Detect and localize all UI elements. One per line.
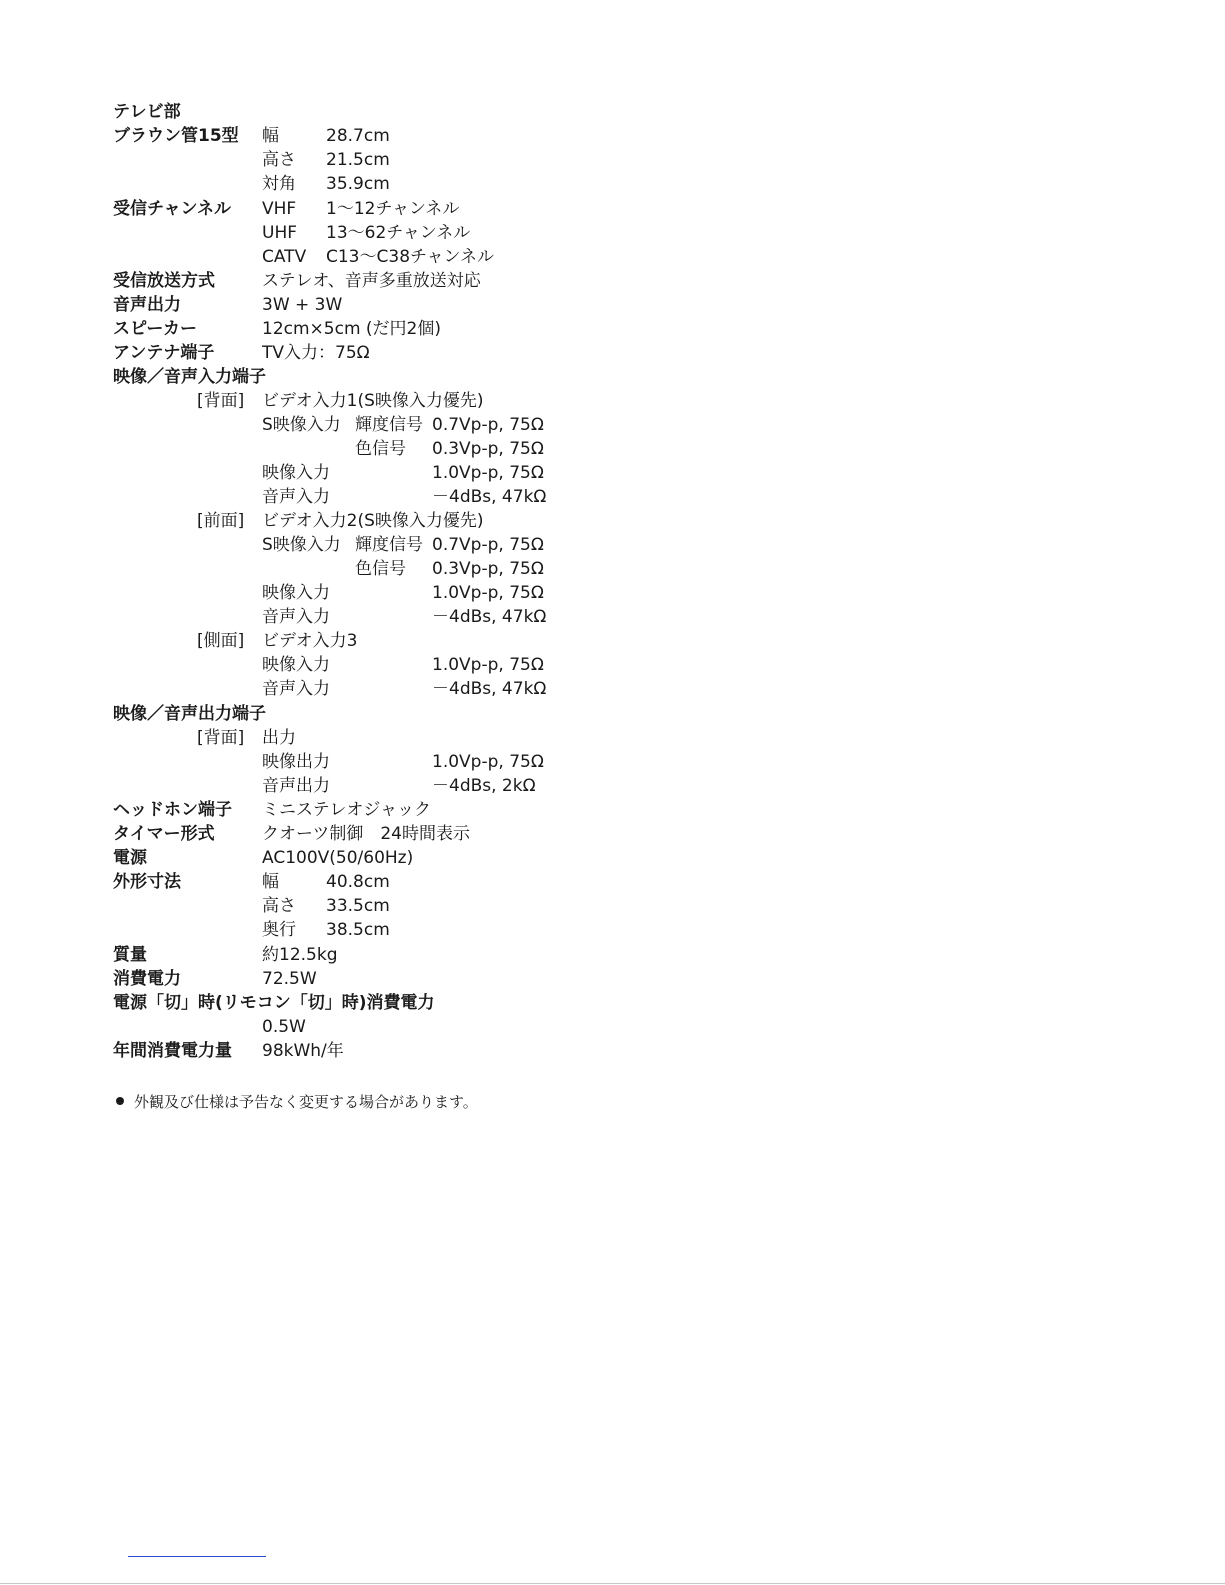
av-input-side-audio-value: －4dBs, 47kΩ bbox=[432, 679, 547, 699]
av-input-front-chroma-label: 色信号 bbox=[355, 559, 406, 579]
av-output-position: [背面] bbox=[197, 728, 245, 748]
spec-label-speaker: スピーカー bbox=[113, 319, 197, 339]
dims-depth-label: 奥行 bbox=[262, 920, 296, 940]
spec-label-av-output: 映像／音声出力端子 bbox=[113, 704, 266, 724]
av-input-side-position: [側面] bbox=[197, 631, 245, 651]
spec-value-annual: 98kWh/年 bbox=[262, 1041, 344, 1061]
av-input-front-audio-label: 音声入力 bbox=[262, 607, 330, 627]
channel-vhf-value: 1～12チャンネル bbox=[326, 199, 460, 219]
channel-catv-label: CATV bbox=[262, 247, 307, 267]
spec-label-broadcast: 受信放送方式 bbox=[113, 271, 215, 291]
av-input-rear-luma-value: 0.7Vp-p, 75Ω bbox=[432, 415, 544, 435]
av-input-front-chroma-value: 0.3Vp-p, 75Ω bbox=[432, 559, 544, 579]
av-input-rear-luma-label: 輝度信号 bbox=[355, 415, 423, 435]
footnote bbox=[116, 1091, 478, 1113]
channel-uhf-label: UHF bbox=[262, 223, 298, 243]
av-input-front-luma-value: 0.7Vp-p, 75Ω bbox=[432, 535, 544, 555]
av-output-video-value: 1.0Vp-p, 75Ω bbox=[432, 752, 544, 772]
channel-catv-value: C13～C38チャンネル bbox=[326, 247, 494, 267]
av-input-front-video-label: 映像入力 bbox=[262, 583, 330, 603]
spec-value-timer: クオーツ制御 24時間表示 bbox=[262, 824, 470, 844]
av-input-rear-audio-value: －4dBs, 47kΩ bbox=[432, 487, 547, 507]
dims-width-label: 幅 bbox=[262, 872, 279, 892]
av-input-front-s-label: S映像入力 bbox=[262, 535, 341, 555]
spec-label-timer: タイマー形式 bbox=[113, 824, 215, 844]
av-input-rear-audio-label: 音声入力 bbox=[262, 487, 330, 507]
spec-value-power: AC100V(50/60Hz) bbox=[262, 848, 414, 868]
av-input-front-position: [前面] bbox=[197, 511, 245, 531]
dims-width-value: 40.8cm bbox=[326, 872, 390, 892]
spec-label-audio-output: 音声出力 bbox=[113, 295, 181, 315]
crt-diagonal-value: 35.9cm bbox=[326, 174, 390, 194]
crt-diagonal-label: 対角 bbox=[262, 174, 296, 194]
footnote-text: 外観及び仕様は予告なく変更する場合があります。 bbox=[134, 1093, 478, 1111]
spec-value-standby: 0.5W bbox=[262, 1017, 306, 1037]
av-input-rear-video-label: 映像入力 bbox=[262, 463, 330, 483]
av-input-rear-chroma-value: 0.3Vp-p, 75Ω bbox=[432, 439, 544, 459]
channel-uhf-value: 13～62チャンネル bbox=[326, 223, 471, 243]
spec-label-antenna: アンテナ端子 bbox=[113, 343, 215, 363]
spec-label-av-input: 映像／音声入力端子 bbox=[113, 367, 266, 387]
av-output-title: 出力 bbox=[262, 728, 296, 748]
av-output-audio-value: －4dBs, 2kΩ bbox=[432, 776, 536, 796]
spec-value-audio-output: 3W + 3W bbox=[262, 295, 343, 315]
spec-label-mass: 質量 bbox=[113, 945, 147, 965]
av-input-side-video-label: 映像入力 bbox=[262, 655, 330, 675]
av-input-side-audio-label: 音声入力 bbox=[262, 679, 330, 699]
spec-value-headphone: ミニステレオジャック bbox=[262, 800, 431, 820]
av-input-side-video-value: 1.0Vp-p, 75Ω bbox=[432, 655, 544, 675]
spec-value-antenna: TV入力：75Ω bbox=[262, 343, 370, 363]
dims-height-label: 高さ bbox=[262, 896, 296, 916]
section-title: テレビ部 bbox=[113, 102, 181, 122]
spec-value-consumption: 72.5W bbox=[262, 969, 317, 989]
av-input-front-luma-label: 輝度信号 bbox=[355, 535, 423, 555]
dims-height-value: 33.5cm bbox=[326, 896, 390, 916]
spec-label-standby: 電源「切」時(リモコン「切」時)消費電力 bbox=[113, 993, 435, 1013]
footer-link-underline[interactable] bbox=[128, 1556, 266, 1557]
spec-label-annual: 年間消費電力量 bbox=[113, 1041, 232, 1061]
av-input-front-title: ビデオ入力2(S映像入力優先) bbox=[262, 511, 484, 531]
av-input-rear-video-value: 1.0Vp-p, 75Ω bbox=[432, 463, 544, 483]
spec-label-headphone: ヘッドホン端子 bbox=[113, 800, 232, 820]
spec-value-speaker: 12cm×5cm (だ円2個) bbox=[262, 319, 441, 339]
av-input-rear-title: ビデオ入力1(S映像入力優先) bbox=[262, 391, 484, 411]
spec-value-mass: 約12.5kg bbox=[262, 945, 338, 965]
bullet-icon bbox=[116, 1097, 124, 1105]
page-bottom-rule bbox=[0, 1583, 1225, 1584]
av-output-audio-label: 音声出力 bbox=[262, 776, 330, 796]
av-input-front-audio-value: －4dBs, 47kΩ bbox=[432, 607, 547, 627]
spec-label-consumption: 消費電力 bbox=[113, 969, 181, 989]
crt-height-value: 21.5cm bbox=[326, 150, 390, 170]
spec-value-broadcast: ステレオ、音声多重放送対応 bbox=[262, 271, 481, 291]
spec-label-power: 電源 bbox=[113, 848, 147, 868]
av-input-rear-s-label: S映像入力 bbox=[262, 415, 341, 435]
dims-depth-value: 38.5cm bbox=[326, 920, 390, 940]
av-input-side-title: ビデオ入力3 bbox=[262, 631, 358, 651]
spec-label-dimensions: 外形寸法 bbox=[113, 872, 181, 892]
av-input-rear-chroma-label: 色信号 bbox=[355, 439, 406, 459]
av-input-front-video-value: 1.0Vp-p, 75Ω bbox=[432, 583, 544, 603]
channel-vhf-label: VHF bbox=[262, 199, 297, 219]
spec-label-crt: ブラウン管15型 bbox=[113, 126, 239, 146]
av-input-rear-position: [背面] bbox=[197, 391, 245, 411]
av-output-video-label: 映像出力 bbox=[262, 752, 330, 772]
crt-width-label: 幅 bbox=[262, 126, 279, 146]
spec-label-channels: 受信チャンネル bbox=[113, 199, 231, 219]
crt-height-label: 高さ bbox=[262, 150, 296, 170]
crt-width-value: 28.7cm bbox=[326, 126, 390, 146]
